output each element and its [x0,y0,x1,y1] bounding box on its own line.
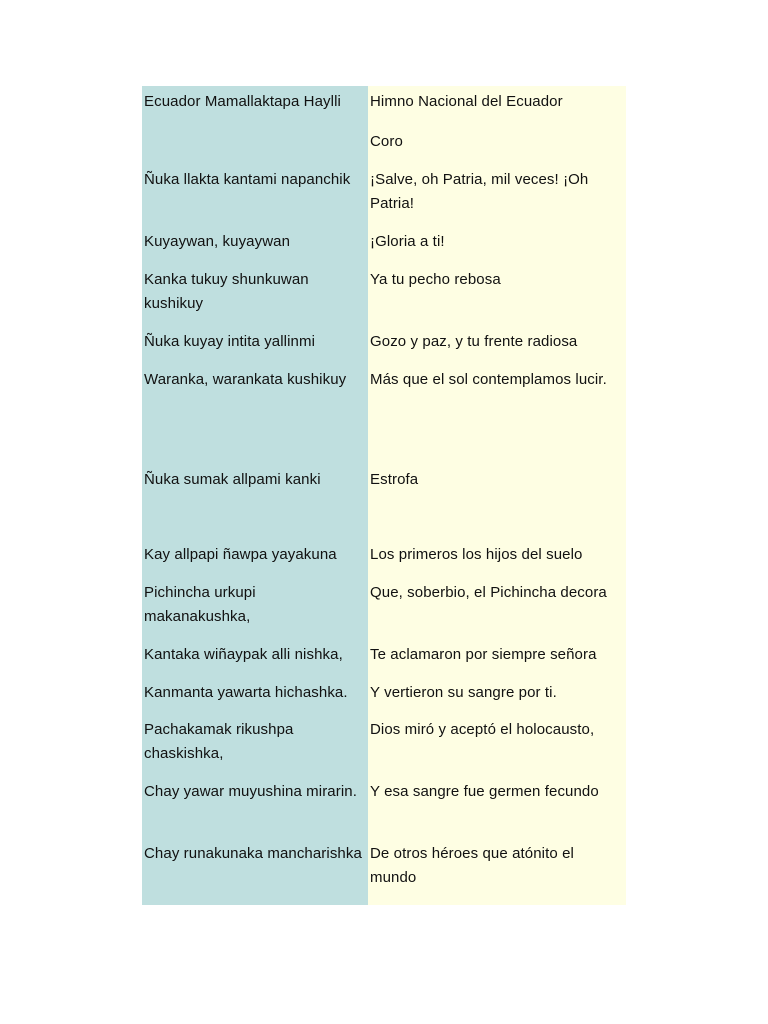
quechua-cell: Ecuador Mamallaktapa Haylli [144,93,341,110]
quechua-cell: Kuyaywan, kuyaywan [144,233,291,250]
spanish-cell: ¡Gloria a ti! [370,233,445,250]
spanish-cell: Te aclamaron por siempre señora [370,646,597,663]
spanish-cell: Ya tu pecho rebosa [370,271,501,288]
spanish-cell: Himno Nacional del Ecuador [370,93,563,110]
quechua-cell: Chay runakunaka mancharishka [144,845,362,862]
spanish-cell: De otros héroes que atónito el mundo [370,845,574,886]
quechua-cell: Ñuka sumak allpami kanki [144,471,321,488]
quechua-cell: Pachakamak rikushpa chaskishka, [144,721,294,762]
quechua-cell: Kantaka wiñaypak alli nishka, [144,646,343,663]
spanish-cell: Y esa sangre fue germen fecundo [370,783,599,800]
spanish-cell: Estrofa [370,471,419,488]
anthem-translation-table [142,86,626,905]
quechua-cell: Pichincha urkupi makanakushka, [144,584,256,625]
spanish-cell: Y vertieron su sangre por ti. [370,684,557,701]
spanish-cell: ¡Salve, oh Patria, mil veces! ¡Oh Patria! [370,171,589,212]
spanish-cell: Dios miró y aceptó el holocausto, [370,721,595,738]
quechua-cell: Kay allpapi ñawpa yayakuna [144,546,337,563]
quechua-cell: Kanmanta yawarta hichashka. [144,684,348,701]
spanish-cell: Más que el sol contemplamos lucir. [370,371,607,388]
spanish-cell: Los primeros los hijos del suelo [370,546,583,563]
quechua-cell: Ñuka llakta kantami napanchik [144,171,351,188]
spanish-cell: Gozo y paz, y tu frente radiosa [370,333,578,350]
quechua-cell: Waranka, warankata kushikuy [144,371,347,388]
quechua-cell: Ñuka kuyay intita yallinmi [144,333,315,350]
quechua-cell: Chay yawar muyushina mirarin. [144,783,357,800]
quechua-cell: Kanka tukuy shunkuwan kushikuy [144,271,309,312]
spanish-cell: Coro [370,133,403,150]
spanish-cell: Que, soberbio, el Pichincha decora [370,584,607,601]
